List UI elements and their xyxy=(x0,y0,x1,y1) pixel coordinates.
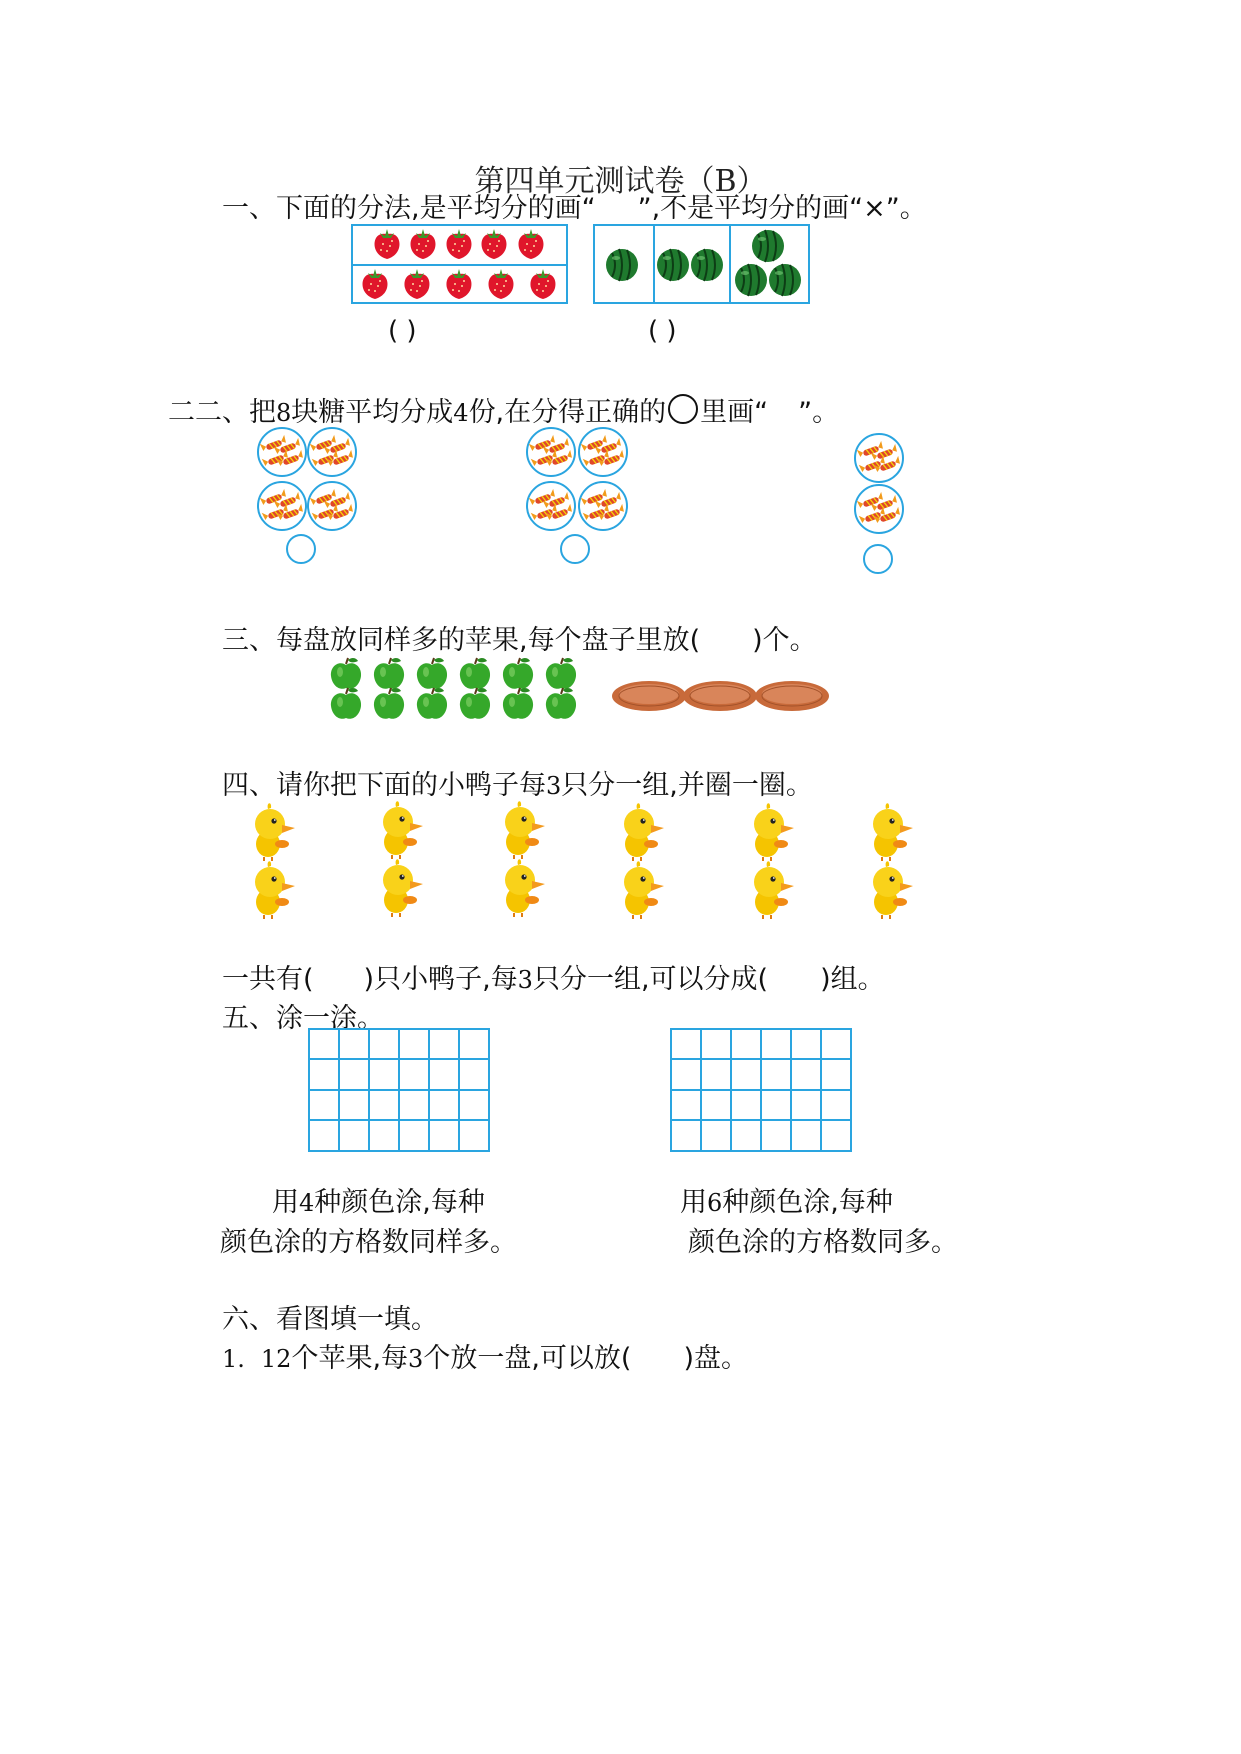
q2-num-4: 4 xyxy=(453,399,469,427)
q6-num-3: 3 xyxy=(408,1345,424,1373)
watermelon-icon xyxy=(769,264,801,296)
apple-icon xyxy=(331,658,361,689)
answer-circle-3[interactable] xyxy=(864,545,892,573)
duck-icon xyxy=(383,801,423,859)
candy-plate xyxy=(527,428,575,476)
grid-left[interactable] xyxy=(308,1028,490,1152)
q4-fill-line xyxy=(222,957,885,996)
duck-icon xyxy=(505,801,545,859)
duck-icon xyxy=(754,861,794,919)
q2-num-8: 8 xyxy=(276,399,292,427)
q1-text-b: ”,不是平均分的画“×”。 xyxy=(637,193,927,224)
page-title: 第四单元测试卷（B） xyxy=(474,164,767,199)
duck-icon xyxy=(873,861,913,919)
q3-text: 三、每盘放同样多的苹果,每个盘子里放( xyxy=(222,625,701,656)
q6-text-a: 个苹果,每 xyxy=(291,1343,409,1374)
apple-icon xyxy=(374,688,404,719)
apple-icon xyxy=(460,688,490,719)
q2-candy-groups xyxy=(0,420,1241,590)
apple-icon xyxy=(546,688,576,719)
watermelon-icon xyxy=(752,230,784,262)
strawberry-group xyxy=(351,224,568,304)
q3-question xyxy=(222,618,817,657)
q5-title: 五、涂一涂。 xyxy=(222,1003,384,1034)
apple-icon xyxy=(331,688,361,719)
apple-icon xyxy=(503,688,533,719)
q4-text-a: 四、请你把下面的小鸭子每 xyxy=(222,770,546,801)
candy-plate xyxy=(855,485,903,533)
duck-icon xyxy=(383,859,423,917)
strawberry-icon xyxy=(482,229,507,259)
apple-icon xyxy=(546,658,576,689)
q4-fill-a: 一共有( xyxy=(222,964,314,995)
q6-text-b: 个放一盘,可以放( xyxy=(423,1343,632,1374)
apple-icon xyxy=(374,658,404,689)
duck-icon xyxy=(624,803,664,861)
q6-item-1 xyxy=(222,1336,748,1375)
q6-title: 六、看图填一填。 xyxy=(222,1304,438,1335)
duck-icon xyxy=(624,861,664,919)
strawberry-icon xyxy=(405,269,430,299)
q3-illustration xyxy=(320,655,860,725)
candy-plate xyxy=(855,434,903,482)
candy-plate xyxy=(527,482,575,530)
watermelon-icon xyxy=(606,249,638,281)
duck-icon xyxy=(505,859,545,917)
q5-left-num: 4 xyxy=(299,1189,315,1217)
plate-icon xyxy=(683,681,757,711)
q1-answer-1[interactable]: ( ) xyxy=(388,316,417,346)
candy-plate xyxy=(579,428,627,476)
q4-ducklings xyxy=(230,800,950,930)
q5-right-b: 种颜色涂,每种 xyxy=(722,1187,893,1218)
q4-question xyxy=(222,763,813,802)
answer-circle-1[interactable] xyxy=(287,535,315,563)
q2-text-d: 里画“ xyxy=(700,397,769,428)
candy-plate xyxy=(308,482,356,530)
q2-text-b: 块糖平均分成 xyxy=(291,397,454,428)
q5-left-line2: 颜色涂的方格数同样多。 xyxy=(220,1227,517,1258)
q5-right-num: 6 xyxy=(707,1189,723,1217)
q4-text-b: 只分一组,并圈一圈。 xyxy=(561,770,813,801)
duck-icon xyxy=(255,861,295,919)
duck-icon xyxy=(873,803,913,861)
q5-right-line2: 颜色涂的方格数同多。 xyxy=(688,1227,958,1258)
answer-circle-2[interactable] xyxy=(561,535,589,563)
duck-icon xyxy=(255,803,295,861)
q5-left-line1 xyxy=(272,1180,485,1219)
q1-question xyxy=(222,186,927,225)
q4-fill-b: )只小鸭子,每 xyxy=(363,964,518,995)
apple-icon xyxy=(417,658,447,689)
q4-fill-c: 只分一组,可以分成( xyxy=(532,964,769,995)
q1-answer-2[interactable]: ( ) xyxy=(648,316,677,346)
strawberry-icon xyxy=(519,229,544,259)
strawberry-icon xyxy=(375,229,400,259)
q4-fill-num: 3 xyxy=(517,966,533,994)
q5-right-a: 用 xyxy=(680,1187,707,1218)
q1-text-a: 一、下面的分法,是平均分的画“ xyxy=(222,193,596,224)
apple-icon xyxy=(460,658,490,689)
candy-plate xyxy=(579,482,627,530)
apple-icon xyxy=(503,658,533,689)
q5-left-b: 种颜色涂,每种 xyxy=(314,1187,485,1218)
strawberry-icon xyxy=(447,229,472,259)
q2-text-e: ”。 xyxy=(798,397,840,428)
strawberry-icon xyxy=(411,229,436,259)
q6-num-12: 12 xyxy=(260,1345,292,1373)
plate-icon xyxy=(755,681,829,711)
strawberry-icon xyxy=(447,269,472,299)
watermelon-icon xyxy=(691,249,723,281)
q2-text-c: 份,在分得正确的 xyxy=(468,397,667,428)
watermelon-icon xyxy=(657,249,689,281)
watermelon-group xyxy=(593,224,810,304)
q5-right-line1 xyxy=(680,1180,893,1219)
candy-plate xyxy=(258,428,306,476)
q2-text-a: 二二、把 xyxy=(168,397,276,428)
apple-icon xyxy=(417,688,447,719)
plate-icon xyxy=(612,681,686,711)
duck-icon xyxy=(754,803,794,861)
strawberry-icon xyxy=(489,269,514,299)
grid-right[interactable] xyxy=(670,1028,852,1152)
q3-text-end: )个。 xyxy=(752,625,817,656)
strawberry-icon xyxy=(363,269,388,299)
q4-fill-d: )组。 xyxy=(820,964,885,995)
q5-left-a: 用 xyxy=(272,1187,299,1218)
q4-num-3: 3 xyxy=(546,772,562,800)
q6-item-number: 1. xyxy=(222,1345,245,1373)
candy-plate xyxy=(258,482,306,530)
watermelon-icon xyxy=(735,264,767,296)
q6-text-c: )盘。 xyxy=(683,1343,748,1374)
strawberry-icon xyxy=(531,269,556,299)
candy-plate xyxy=(308,428,356,476)
